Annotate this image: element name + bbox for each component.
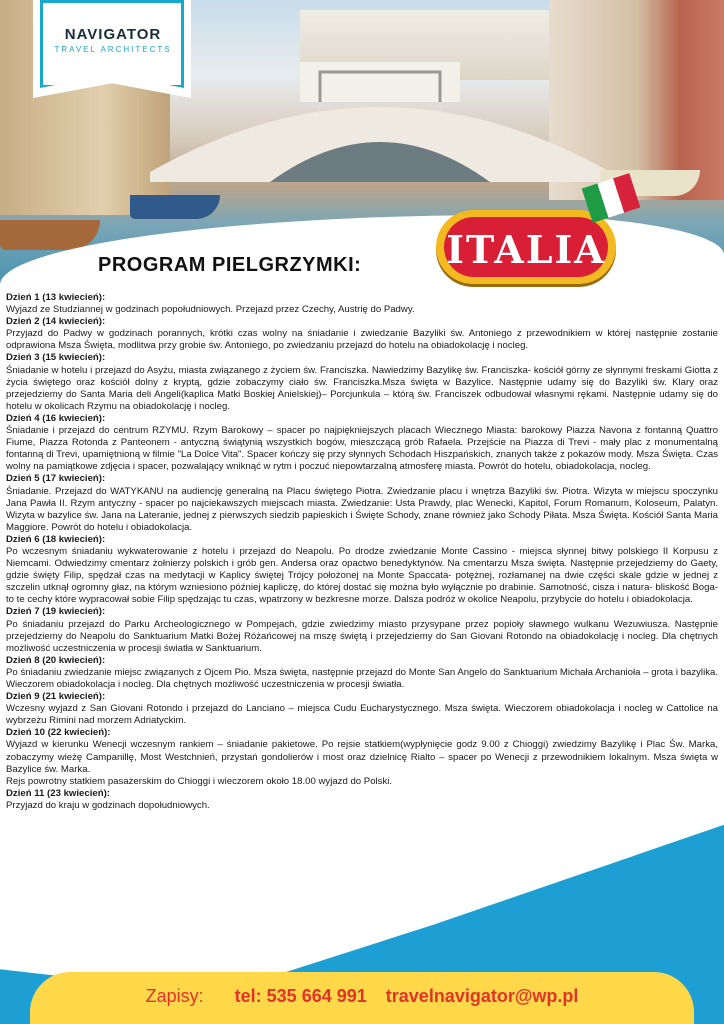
day-description: Po śniadaniu zwiedzanie miejsc związanych z Ojcem Pio. Msza święta, następnie przejazd do Monte San Angelo do Sanktuarium Michała Archanioła – grota i bazylika. Wieczorem obiadokolacja i nocleg. Dla chętnych możliwość uczestniczenia w procesji światła. <box>6 666 718 690</box>
itinerary <box>6 292 718 812</box>
day-title: Dzień 9 (21 kwiecień): <box>6 691 106 703</box>
logo-title: NAVIGATOR <box>64 26 162 43</box>
day-description: Wyjazd ze Studziannej w godzinach popołudniowych. Przejazd przez Czechy, Austrię do Padwy. <box>6 304 415 316</box>
italia-badge-inner <box>444 217 608 277</box>
italia-badge <box>436 210 616 284</box>
day-title: Dzień 7 (19 kwiecień): <box>6 606 106 618</box>
day-title: Dzień 4 (16 kwiecień): <box>6 412 106 424</box>
day-description: Śniadanie w hotelu i przejazd do Asyżu, miasta związanego z życiem św. Franciszka. Nawiedzimy Bazylikę św. Franciszka- kościół górny ze słynnymi freskami Giotta z życia świętego oraz kościół dolny z kryptą, gdzie zobaczymy ciało św. Franciszka.Msza święta w Bazylice. Następnie udamy się do Bazyliki św. Klary oraz przejedziemy do Santa Maria deli Angeli(kaplica Matki Boskiej Anielskiej)– Porcjunkula – którą św. Franciszek odbudował własnymi rękami. Następnie udamy się do hotelu w okolicach Rzymu na obiadokolację i nocleg. <box>6 364 718 412</box>
day-description: Przyjazd do kraju w godzinach dopołudniowych. <box>6 799 210 811</box>
logo-subtitle: TRAVEL ARCHITECTS <box>54 45 172 54</box>
boat <box>130 195 220 219</box>
italia-text: ITALIA <box>446 227 606 272</box>
day-title: Dzień 10 (22 kwiecień): <box>6 727 111 739</box>
day-title: Dzień 1 (13 kwiecień): <box>6 292 106 303</box>
contact-line <box>30 986 694 1007</box>
day-description: Śniadanie. Przejazd do WATYKANU na audiencję generalną na Placu świętego Piotra. Zwiedzanie placu i wnętrza Bazyliki św. Piotra. Wizyta w miejscu spoczynku Jana Pawła II. Rzym antyczny - spacer po najciekawszych miejscach miasta. Zwiedzanie: Usta Prawdy, plac Wenecki, Kapitol, Forum Romanum, Koloseum, Palatyn. Wizyta w bazylice św. Jana na Lateranie, jednej z pierwszych siedzib papieskich i Święte Schody, znane również jako Schody Piłata. Msza Święta. Kościół Santa Maria Maggiore. Powrót do hotelu i obiadokolacja. <box>6 485 718 533</box>
day-description: Przyjazd do Padwy w godzinach porannych, krótki czas wolny na śniadanie i zwiedzanie Bazyliki św. Antoniego z przewodnikiem w której następnie zostanie odprawiona Msza Święta, modlitwa przy grobie św. Antoniego, po zwiedzaniu przejazd do hotelu na obiadokolację i nocleg. <box>6 328 718 352</box>
day-description: Wyjazd w kierunku Wenecji wczesnym rankiem – śniadanie pakietowe. Po rejsie statkiem(wypłynięcie godz 9.00 z Chioggi) zwiedzimy Bazylikę i Plac Św. Marka, zobaczymy wieżę Campanillę, Most Westchnień, przystań gondolierów i most oraz dzielnicę Rialto – spacer po Wenecji z przewodnikiem lokalnym. Msza święta w Bazylice św. Marka. Rejs powrotny statkiem pasażerskim do Chioggi i wieczorem około 18.00 wyjazd do Polski. <box>6 739 718 787</box>
day-title: Dzień 5 (17 kwiecień): <box>6 473 106 485</box>
day-title: Dzień 6 (18 kwiecień): <box>6 533 106 545</box>
day-description: Po wczesnym śniadaniu wykwaterowanie z hotelu i przejazd do Neapolu. Po drodze zwiedzanie Monte Cassino - miejsca słynnej bitwy polskiego II Korpusu z Niemcami. Odwiedzimy cmentarz żołnierzy polskich i grób gen. Andersa oraz opactwo benedyktynów. Na cmentarzu Msza święta. Następnie przejedziemy do Gaety, gdzie święty Filip, spędzał czas na medytacji w Kaplicy świętej Trójcy położonej na Monte Spaccata- potężnej, rozłamanej na dwie części skale gdzie w jednej z szczelin utknął ogromny głaz, na którym wzniesiono później kapliczę, do której dostać się można było wyłącznie po drabinie. Samotność, cisza i natura- bliskość Boga- to te cechy które wypracował sobie Filip spędzając tu czas, wpatrzony w bezkresne morze. Dalsza podróż w okolice Neapolu, przybycie do hotelu i obiadokolacja. <box>6 545 718 606</box>
day-title: Dzień 11 (23 kwiecień): <box>6 787 110 799</box>
day-title: Dzień 3 (15 kwiecień): <box>6 352 106 364</box>
contact-phone[interactable]: tel: 535 664 991 <box>234 986 367 1006</box>
day-description: Śniadanie i przejazd do centrum RZYMU. Rzym Barokowy – spacer po najpiękniejszych placach Wiecznego Miasta: barokowy Piazza Navona z fontanną Quattro Fiume, Piazza Rotonda z Panteonem - antyczną świątynią wszystkich bogów, mieszczącą grób Rafaela. Przejście na Piazza di Trevi - mały plac z monumentalną fontanną di Trevi, upamiętnioną w filmie "La Dolce Vita". Spacer kończy się przy słynnych Schodach Hiszpańskich, znanych także z pokazów mody. Msza Święta. Czas wolny na pamiątkowe zdjęcia i spacer, pozwalający wniknąć w rytm i poczuć niepowtarzalną atmosferę miasta. Powrót do hotelu, obiadokolacja, nocleg. <box>6 425 718 473</box>
day-title: Dzień 8 (20 kwiecień): <box>6 654 106 666</box>
day-description: Wczesny wyjazd z San Giovani Rotondo i przejazd do Lanciano – miejsca Cudu Eucharystycznego. Msza święta. Wieczorem obiadokolacja i nocleg w Cattolice na wybrzeżu Rimini nad morzem Adriatyckim. <box>6 703 718 727</box>
page-title: PROGRAM PIELGRZYMKI: <box>98 254 362 276</box>
contact-email[interactable]: travelnavigator@wp.pl <box>385 986 579 1006</box>
day-title: Dzień 2 (14 kwiecień): <box>6 316 106 328</box>
day-description: Po śniadaniu przejazd do Parku Archeologicznego w Pompejach, gdzie zwiedzimy miasto przysypane przez popioły sławnego wulkanu Wezuwiusza. Następnie przejedziemy do Neapolu do Sanktuarium Matki Bożej Różańcowej na mszę świętą i przejedziemy do San Giovani Rotondo na obiadokolację i nocleg. Dla chętnych możliwość uczestniczenia w procesji światła w Sanktuarium. <box>6 618 718 654</box>
contact-label: Zapisy: <box>145 986 204 1006</box>
rialto-bridge <box>150 62 610 182</box>
